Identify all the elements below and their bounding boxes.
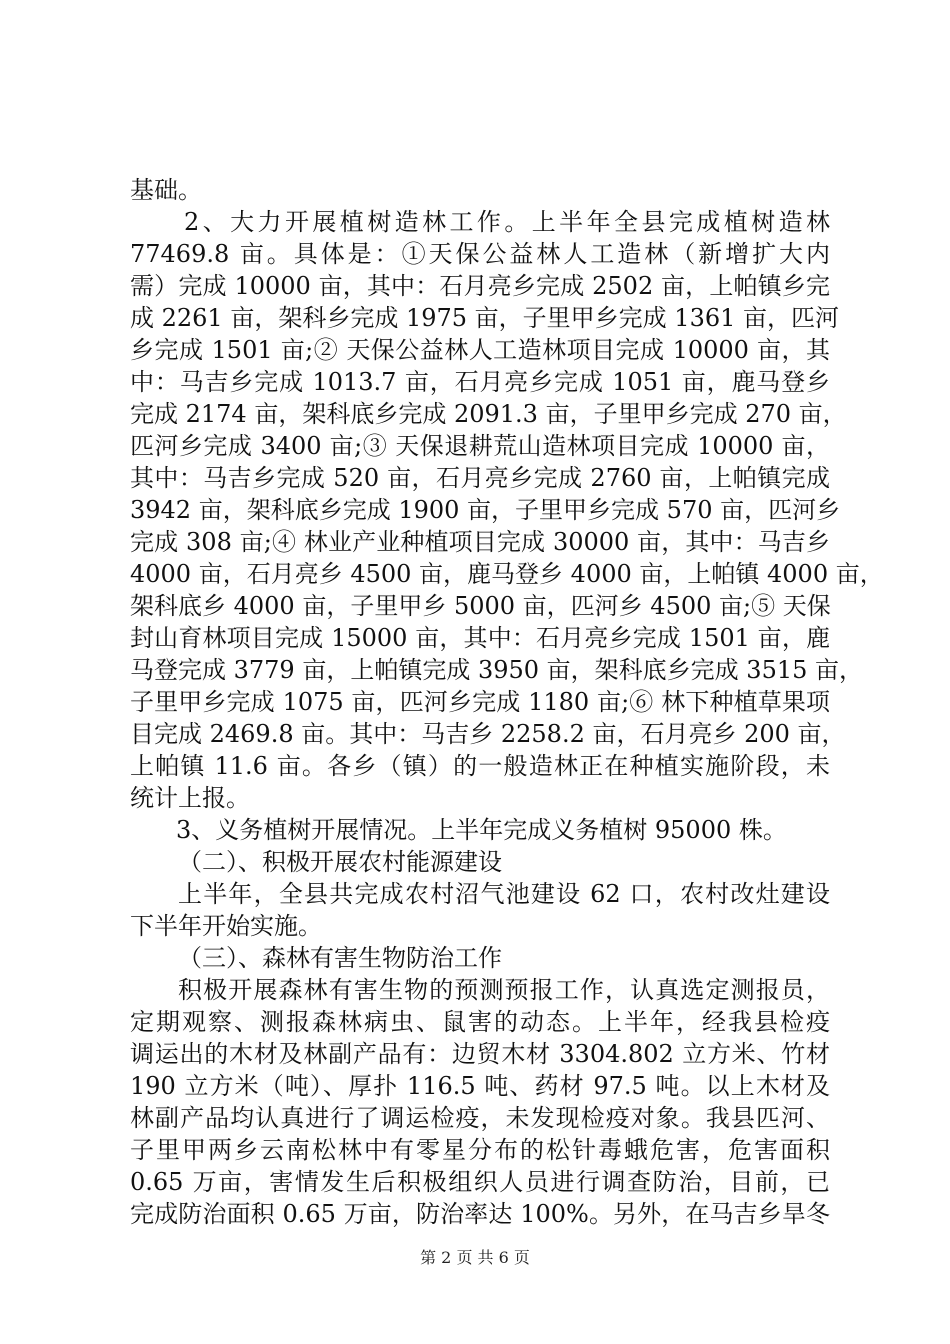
text-line: 2、大力开展植树造林工作。上半年全县完成植树造林 <box>184 208 830 236</box>
text-line: 匹河乡完成 3400 亩;③ 天保退耕荒山造林项目完成 10000 亩， <box>130 432 830 460</box>
text-line: 积极开展森林有害生物的预测预报工作，认真选定测报员， <box>178 976 830 1004</box>
text-line: 完成防治面积 0.65 万亩，防治率达 100%。另外，在马吉乡旱冬 <box>130 1200 830 1228</box>
text-line: 需）完成 10000 亩，其中：石月亮乡完成 2502 亩，上帕镇乡完 <box>130 272 830 300</box>
text-line: 完成 2174 亩，架科底乡完成 2091.3 亩，子里甲乡完成 270 亩， <box>130 400 847 428</box>
text-line: 林副产品均认真进行了调运检疫，未发现检疫对象。我县匹河、 <box>130 1104 830 1132</box>
text-line: 下半年开始实施。 <box>130 912 322 940</box>
text-line: 定期观察、测报森林病虫、鼠害的动态。上半年，经我县检疫 <box>130 1008 830 1036</box>
text-line: 0.65 万亩，害情发生后积极组织人员进行调查防治，目前，已 <box>130 1168 830 1196</box>
text-line: 77469.8 亩。具体是：①天保公益林人工造林（新增扩大内 <box>130 240 830 268</box>
text-line: 基础。 <box>130 176 202 204</box>
text-line: 其中：马吉乡完成 520 亩，石月亮乡完成 2760 亩，上帕镇完成 <box>130 464 830 492</box>
text-line: 架科底乡 4000 亩，子里甲乡 5000 亩，匹河乡 4500 亩;⑤ 天保 <box>130 592 831 620</box>
text-line: 马登完成 3779 亩，上帕镇完成 3950 亩，架科底乡完成 3515 亩， <box>130 656 864 684</box>
text-line: 调运出的木材及林副产品有：边贸木材 3304.802 立方米、竹材 <box>130 1040 830 1068</box>
text-line: 乡完成 1501 亩;② 天保公益林人工造林项目完成 10000 亩，其 <box>130 336 830 364</box>
page-number: 第 2 页 共 6 页 <box>420 1248 530 1267</box>
text-line: 完成 308 亩;④ 林业产业种植项目完成 30000 亩，其中：马吉乡 <box>130 528 830 556</box>
text-line: 3942 亩，架科底乡完成 1900 亩，子里甲乡完成 570 亩，匹河乡 <box>130 496 841 524</box>
document-body <box>130 174 884 1230</box>
text-line: 3、义务植树开展情况。上半年完成义务植树 95000 株。 <box>176 816 787 844</box>
text-line: 上半年，全县共完成农村沼气池建设 62 口，农村改灶建设 <box>178 880 830 908</box>
text-line: 目完成 2469.8 亩。其中：马吉乡 2258.2 亩，石月亮乡 200 亩， <box>130 720 846 748</box>
text-line: 子里甲两乡云南松林中有零星分布的松针毒蛾危害，危害面积 <box>130 1136 830 1164</box>
text-line: 4000 亩，石月亮乡 4500 亩，鹿马登乡 4000 亩，上帕镇 4000 亩， <box>130 560 884 588</box>
text-line: 子里甲乡完成 1075 亩，匹河乡完成 1180 亩;⑥ 林下种植草果项 <box>130 688 830 716</box>
text-line: 封山育林项目完成 15000 亩，其中：石月亮乡完成 1501 亩，鹿 <box>130 624 830 652</box>
text-line: 统计上报。 <box>130 784 250 812</box>
text-line: （二）、积极开展农村能源建设 <box>178 848 502 876</box>
page-footer <box>0 1248 950 1268</box>
text-line: 190 立方米（吨）、厚扑 116.5 吨、药材 97.5 吨。以上木材及 <box>130 1072 830 1100</box>
text-line: （三）、森林有害生物防治工作 <box>178 944 502 972</box>
text-line: 成 2261 亩，架科乡完成 1975 亩，子里甲乡完成 1361 亩，匹河 <box>130 304 840 332</box>
text-line: 中：马吉乡完成 1013.7 亩，石月亮乡完成 1051 亩，鹿马登乡 <box>130 368 830 396</box>
text-line: 上帕镇 11.6 亩。各乡（镇）的一般造林正在种植实施阶段，未 <box>130 752 830 780</box>
